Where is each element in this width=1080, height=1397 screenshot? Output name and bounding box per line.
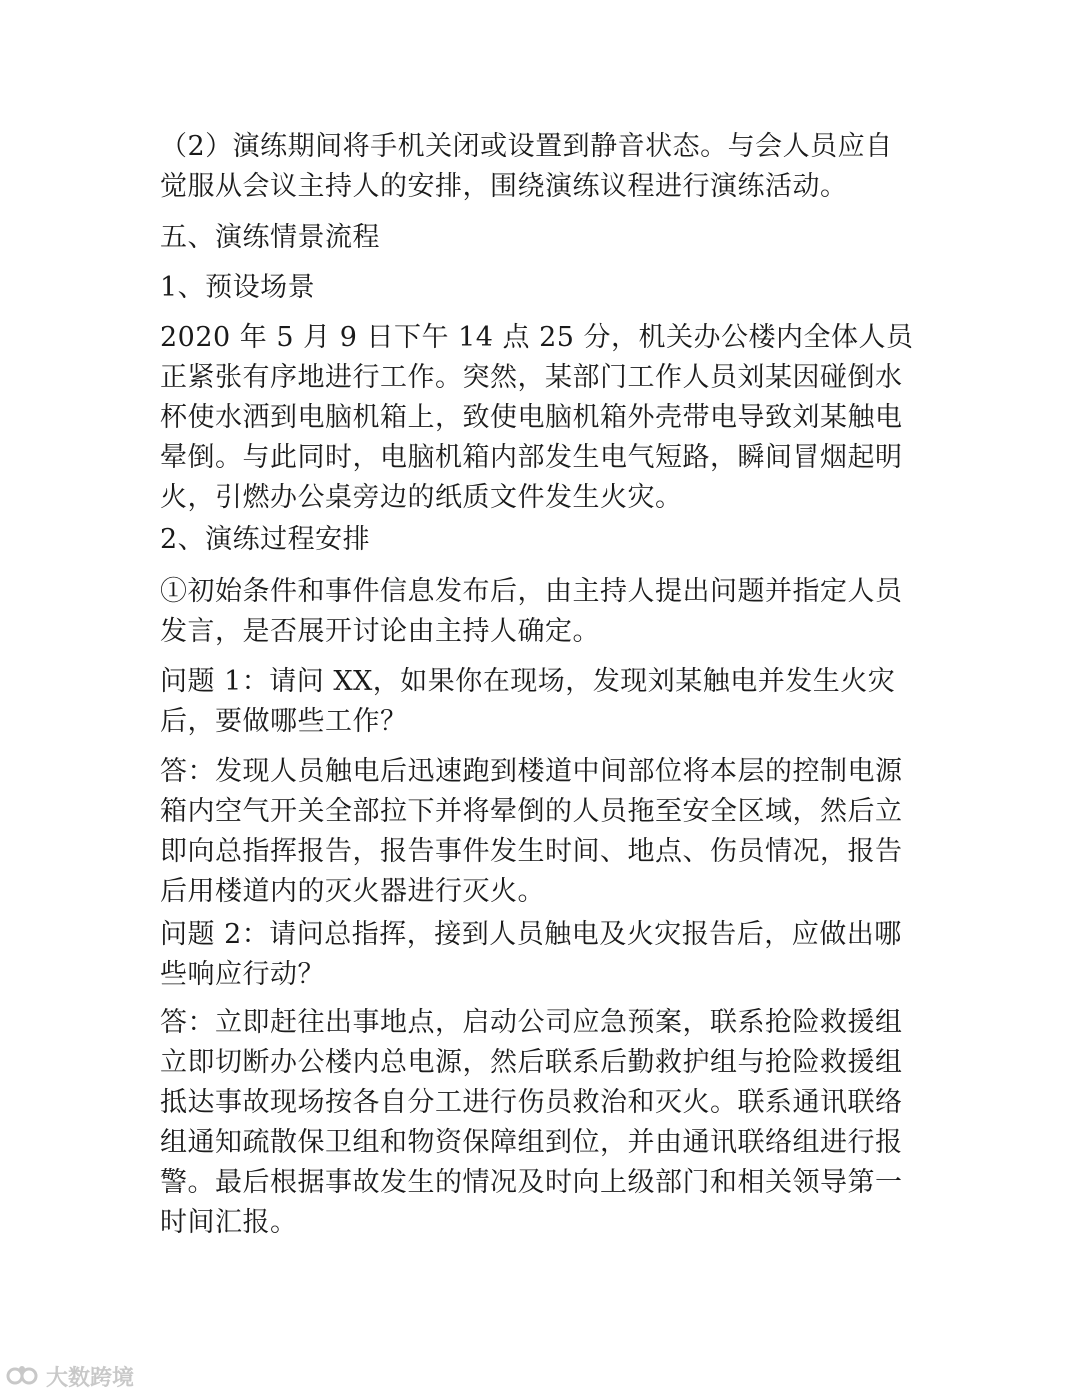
watermark-text: 大数跨境	[46, 1365, 135, 1391]
subheading-preset-scene: 1、预设场景	[160, 272, 316, 303]
brand-logo-icon	[6, 1364, 40, 1388]
watermark	[6, 1361, 134, 1391]
answer-1: 答：发现人员触电后迅速跑到楼道中间部位将本层的控制电源箱内空气开关全部拉下并将晕倒的人员拖至安全区域，然后立即向总指挥报告，报告事件发生时间、地点、伤员情况，报告后用楼道内的灭火器进行灭火。	[160, 756, 903, 907]
paragraph-initial-conditions: ①初始条件和事件信息发布后，由主持人提出问题并指定人员发言，是否展开讨论由主持人确定。	[160, 576, 903, 647]
answer-2: 答：立即赶往出事地点，启动公司应急预案，联系抢险救援组立即切断办公楼内总电源，然后联系后勤救护组与抢险救援组抵达事故现场按各自分工进行伤员救治和灭火。联系通讯联络组通知疏散保卫组和物资保障组到位，并由通讯联络组进行报警。最后根据事故发生的情况及时向上级部门和相关领导第一时间汇报。	[160, 1007, 903, 1238]
question-1: 问题 1：请问 XX，如果你在现场，发现刘某触电并发生火灾后，要做哪些工作？	[160, 666, 896, 737]
paragraph-scene-description: 2020 年 5 月 9 日下午 14 点 25 分，机关办公楼内全体人员正紧张有序地进行工作。突然，某部门工作人员刘某因碰倒水杯使水洒到电脑机箱上，致使电脑机箱外壳带电导致刘某触电晕倒。与此同时，电脑机箱内部发生电气短路，瞬间冒烟起明火，引燃办公桌旁边的纸质文件发生火灾。	[160, 322, 914, 513]
section-heading-drill-scenario: 五、演练情景流程	[160, 222, 380, 253]
paragraph-meeting-rules: （2）演练期间将手机关闭或设置到静音状态。与会人员应自觉服从会议主持人的安排，围绕演练议程进行演练活动。	[160, 131, 893, 202]
subheading-drill-process: 2、演练过程安排	[160, 524, 371, 555]
question-2: 问题 2：请问总指挥，接到人员触电及火灾报告后，应做出哪些响应行动？	[160, 919, 902, 990]
